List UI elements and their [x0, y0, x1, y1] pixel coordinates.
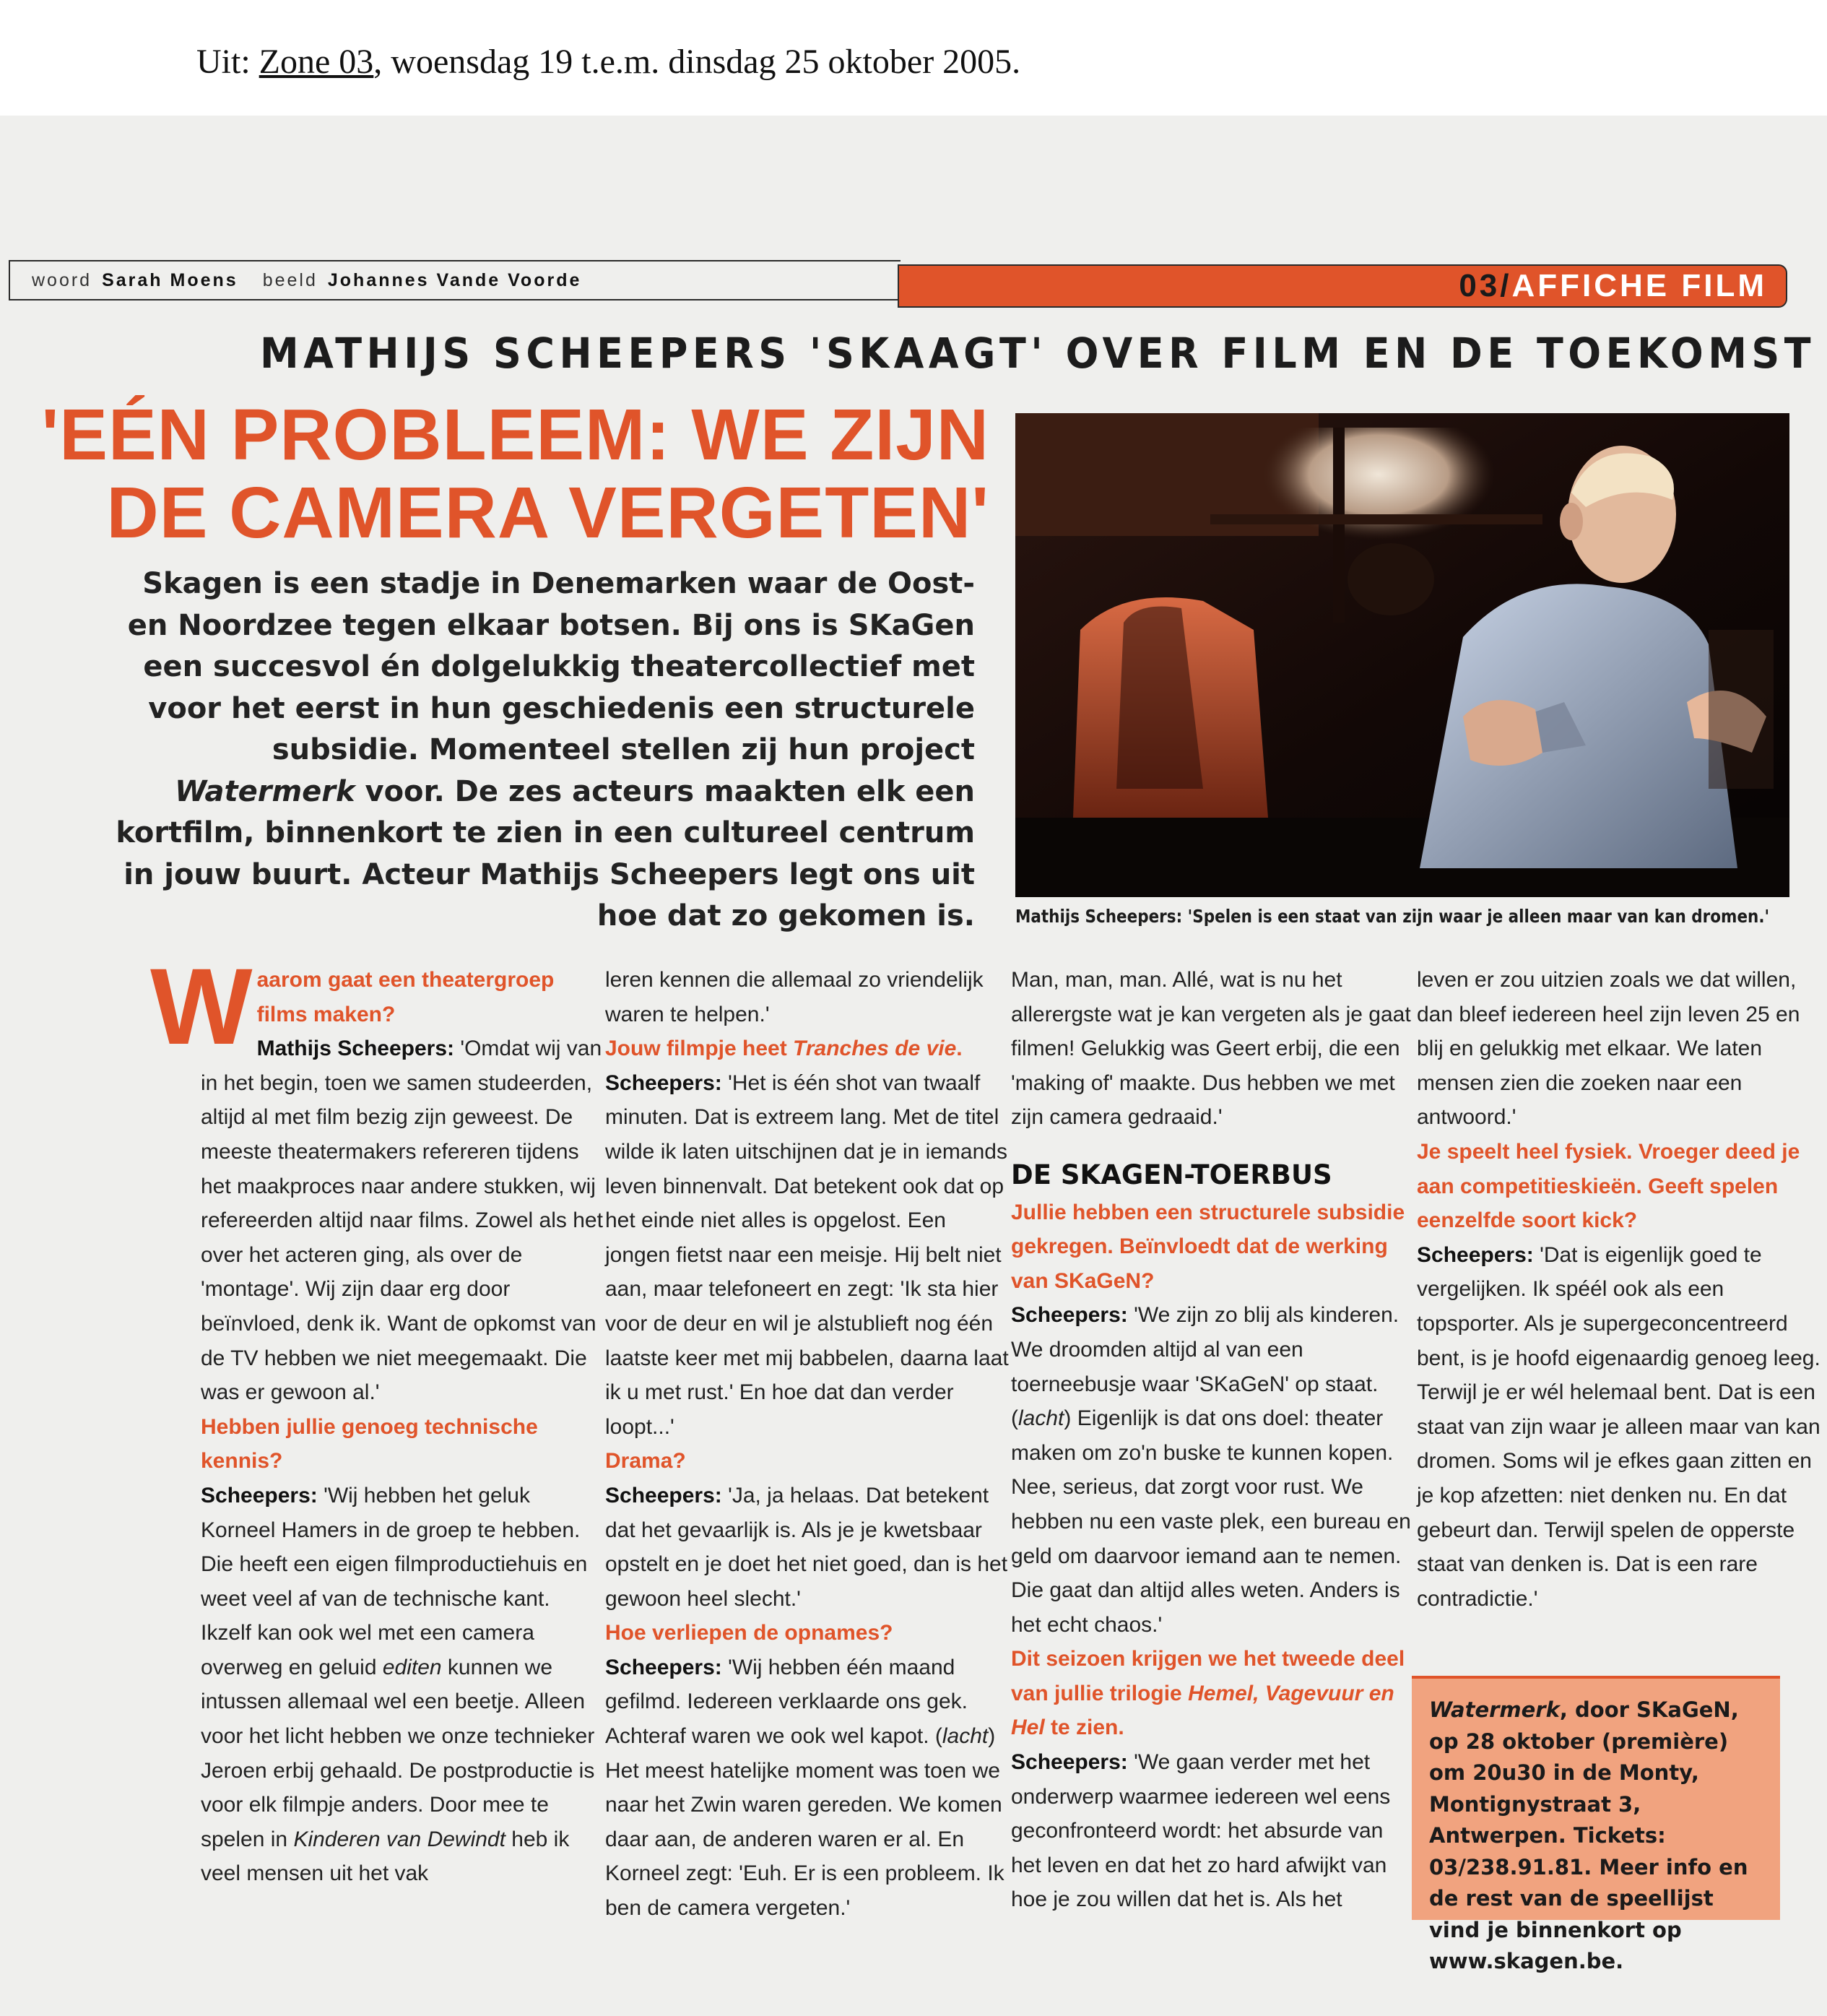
answer-paragraph [605, 1651, 1010, 1926]
speaker-label: Scheepers: [201, 1483, 318, 1507]
portrait-photo [1015, 413, 1789, 897]
drop-cap: W [150, 946, 253, 1067]
words-name: Sarah Moens [102, 269, 238, 290]
source-prefix: Uit: [196, 43, 259, 81]
info-box [1412, 1676, 1780, 1973]
info-box-text: , door SKaGeN, op 28 oktober (première) om 20u30 in de Monty, Montignystraat 3, Antwerpen. Tickets: 03/238.91.81. Meer info en de rest van de speellijst vind je binnenkort op www.skagen.be. [1429, 1697, 1748, 1973]
answer-text: 'Het is één shot van twaalf minuten. Dat is extreem lang. Met de titel wilde ik laten uitschijnen dat je in iemands leven binnenvalt. Dat betekent ook dat op het einde niet alles is opgelost. Een jongen fietst naar een meisje. Hij belt niet aan, maar telefoneert en zegt: 'Ik sta hier voor de deur en wil je alstublieft nog één laatste keer met mij babbelen, daarna laat ik u met rust.' En hoe dat dan verder loopt...' [605, 1070, 1009, 1439]
speaker-label: Scheepers: [605, 1483, 722, 1507]
question-text: Jullie hebben een structurele subsidie gekregen. Beïnvloedt dat de werking van SKaGeN? [1011, 1200, 1405, 1293]
speaker-label: Mathijs Scheepers: [256, 1037, 455, 1061]
credit-bar [9, 260, 901, 300]
answer-text: 'We gaan verder met het onderwerp waarmee iedereen wel eens geconfronteerd wordt: het absurde van het leven en dat het zo hard afwijkt van hoe je zou willen dat het is. Als het [1011, 1750, 1391, 1912]
answer-text: 'We zijn zo blij als kinderen. We droomden altijd al van een toerneebusje waar 'SKaGeN' op staat. ( [1011, 1303, 1399, 1431]
info-box-title: Watermerk [1429, 1697, 1560, 1722]
answer-text: 'Dat is eigenlijk goed te vergelijken. Ik spéél ook als een topsporter. Als je supergeconcentreerd bent, is je hoofd eigenaardig genoeg leeg. Terwijl je er wél helemaal bent. Dat is een staat van zijn waar je alleen maar van kan dromen. Soms wil je efkes gaan zitten en je kop afzetten: niet denken nu. En dat gebeurt dan. Terwijl spelen de opperste staat van denken is. Dat is een rare contradictie.' [1417, 1242, 1821, 1611]
source-publication: Zone 03 [259, 43, 374, 81]
question-text: Dit seizoen krijgen we het tweede deel van jullie trilogie [1011, 1647, 1405, 1705]
answer-text: kunnen we intussen allemaal wel een beetje. Alleen voor het licht hebben we onze technieker Jeroen erbij gehaald. De postproductie is voor elk filmpje anders. Door mee te spelen in [201, 1655, 595, 1851]
answer-italic: lacht [942, 1724, 989, 1749]
question-text: te zien. [1044, 1716, 1124, 1740]
answer-text: heb ik veel mensen uit het vak [201, 1827, 570, 1886]
headline-line-1: 'EÉN PROBLEEM: WE ZIJN [41, 394, 989, 475]
answer-paragraph [201, 1031, 605, 1410]
question-text: . [956, 1037, 963, 1061]
answer-italic: lacht [1018, 1406, 1064, 1431]
answer-text: 'Ja, ja helaas. Dat betekent dat het gevaarlijk is. Als je je kwetsbaar opstelt en je doet het niet goed, dan is het gewoon heel slecht.' [605, 1483, 1008, 1611]
article-column-4 [1417, 963, 1821, 1616]
speaker-label: Scheepers: [1011, 1750, 1128, 1775]
answer-italic: editen [382, 1655, 442, 1679]
section-code: 03/ [1459, 268, 1512, 303]
article-column-2 [605, 963, 1010, 1926]
question-paragraph [605, 1031, 1010, 1066]
question-text: Hebben jullie genoeg technische kennis? [201, 1414, 538, 1474]
continued-text: leven er zou uitzien zoals we dat willen, dan bleef iedereen heel zijn leven 25 en blij en gelukkig met elkaar. We laten mensen zien die zoeken naar een antwoord.' [1417, 968, 1800, 1130]
image-label: beeld [262, 269, 318, 290]
answer-paragraph [201, 1479, 605, 1891]
question-text: Drama? [605, 1449, 686, 1474]
answer-italic: Kinderen van Dewindt [293, 1827, 505, 1851]
intro-work-title: Watermerk [175, 774, 355, 808]
subheading: DE SKAGEN-TOERBUS [1011, 1159, 1332, 1190]
article-column-1 [150, 946, 605, 1891]
intro-part-2: voor. De zes acteurs maakten elk een kortfilm, binnenkort te zien in een cultureel centrum in jouw buurt. Acteur Mathijs Scheepers legt ons uit hoe dat zo gekomen is. [116, 774, 975, 933]
answer-paragraph [1011, 1298, 1415, 1642]
answer-paragraph [605, 1066, 1010, 1445]
headline-line-2: DE CAMERA VERGETEN' [106, 472, 989, 553]
speaker-label: Scheepers: [1417, 1242, 1534, 1267]
source-line [196, 42, 1020, 82]
question-italic: Tranches de vie [793, 1037, 957, 1061]
answer-text: ) Eigenlijk is dat ons doel: theater maken om zo'n buske te kunnen kopen. Nee, serieus, dat zorgt voor rust. We hebben nu een vaste plek, een bureau en geld om daarvoor iemand aan te nemen. Die gaat dan altijd alles weten. Anders is het echt chaos.' [1011, 1406, 1411, 1637]
question-paragraph [1011, 1642, 1415, 1745]
question-text: Jouw filmpje heet [605, 1037, 794, 1061]
kicker: MATHIJS SCHEEPERS 'SKAAGT' OVER FILM EN DE TOEKOMST [260, 329, 1816, 378]
answer-paragraph [605, 1479, 1010, 1616]
question-text: aarom gaat een theatergroep films maken? [256, 968, 555, 1026]
portrait-photo-art [1015, 413, 1789, 897]
answer-text: 'Omdat wij van in het begin, toen we samen studeerden, altijd al met film bezig zijn geweest. De meeste theatermakers refereren tijdens het maakproces naar andere stukken, wij refereerden altijd naar films. Zowel als het over het acteren ging, als over de 'montage'. Wij zijn daar erg door beïnvloed, denk ik. Want de opkomst van de TV hebben we niet meegemaakt. Die was er gewoon al.' [201, 1037, 603, 1405]
image-name: Johannes Vande Voorde [327, 269, 582, 290]
answer-paragraph [1011, 1745, 1415, 1917]
intro-paragraph [101, 563, 975, 938]
intro-part-1: Skagen is een stadje in Denemarken waar de Oost- en Noordzee tegen elkaar botsen. Bij ons is SKaGen een succesvol én dolgelukkig theatercollectief met voor het eerst in hun geschiedenis een structurele subsidie. Momenteel stellen zij hun project [127, 567, 975, 766]
question-italic: Hemel, Vagevuur en Hel [1011, 1681, 1394, 1740]
section-bar [898, 264, 1787, 308]
answer-text: 'Wij hebben het geluk Korneel Hamers in de groep te hebben. Die heeft een eigen filmproductiehuis en weet veel af van de technische kant. Ikzelf kan ook wel met een camera overweg en geluid [201, 1483, 588, 1679]
words-label: woord [32, 269, 92, 290]
section-label: AFFICHE FILM [1511, 268, 1767, 303]
article-column-3 [1011, 963, 1415, 1917]
continued-text: leren kennen die allemaal zo vriendelijk waren te helpen.' [605, 968, 984, 1026]
answer-paragraph [1417, 1238, 1821, 1617]
question-text: Hoe verliepen de opnames? [605, 1621, 893, 1645]
headline [0, 396, 989, 552]
answer-text: ) Het meest hatelijke moment was toen we naar het Zwin waren gereden. We komen daar aan, de anderen waren er al. En Korneel zegt: 'Euh. Er is een probleem. Ik ben de camera vergeten.' [605, 1724, 1004, 1921]
continued-text: Man, man, man. Allé, wat is nu het allerergste wat je kan vergeten als je gaat filmen! Gelukkig was Geert erbij, die een 'making of' maakte. Dus hebben we met zijn camera gedraaid.' [1011, 968, 1411, 1130]
answer-text: 'Wij hebben één maand gefilmd. Iedereen verklaarde ons gek. Achteraf waren we ook wel kapot. ( [605, 1655, 968, 1749]
speaker-label: Scheepers: [605, 1070, 722, 1095]
speaker-label: Scheepers: [1011, 1303, 1128, 1328]
source-suffix: , woensdag 19 t.e.m. dinsdag 25 oktober 2005. [373, 43, 1021, 81]
speaker-label: Scheepers: [605, 1655, 722, 1679]
question-text: Je speelt heel fysiek. Vroeger deed je aan competitieskieën. Geeft spelen eenzelfde soort kick? [1417, 1139, 1800, 1233]
photo-caption: Mathijs Scheepers: 'Spelen is een staat van zijn waar je alleen maar van kan dromen.' [1015, 906, 1770, 927]
